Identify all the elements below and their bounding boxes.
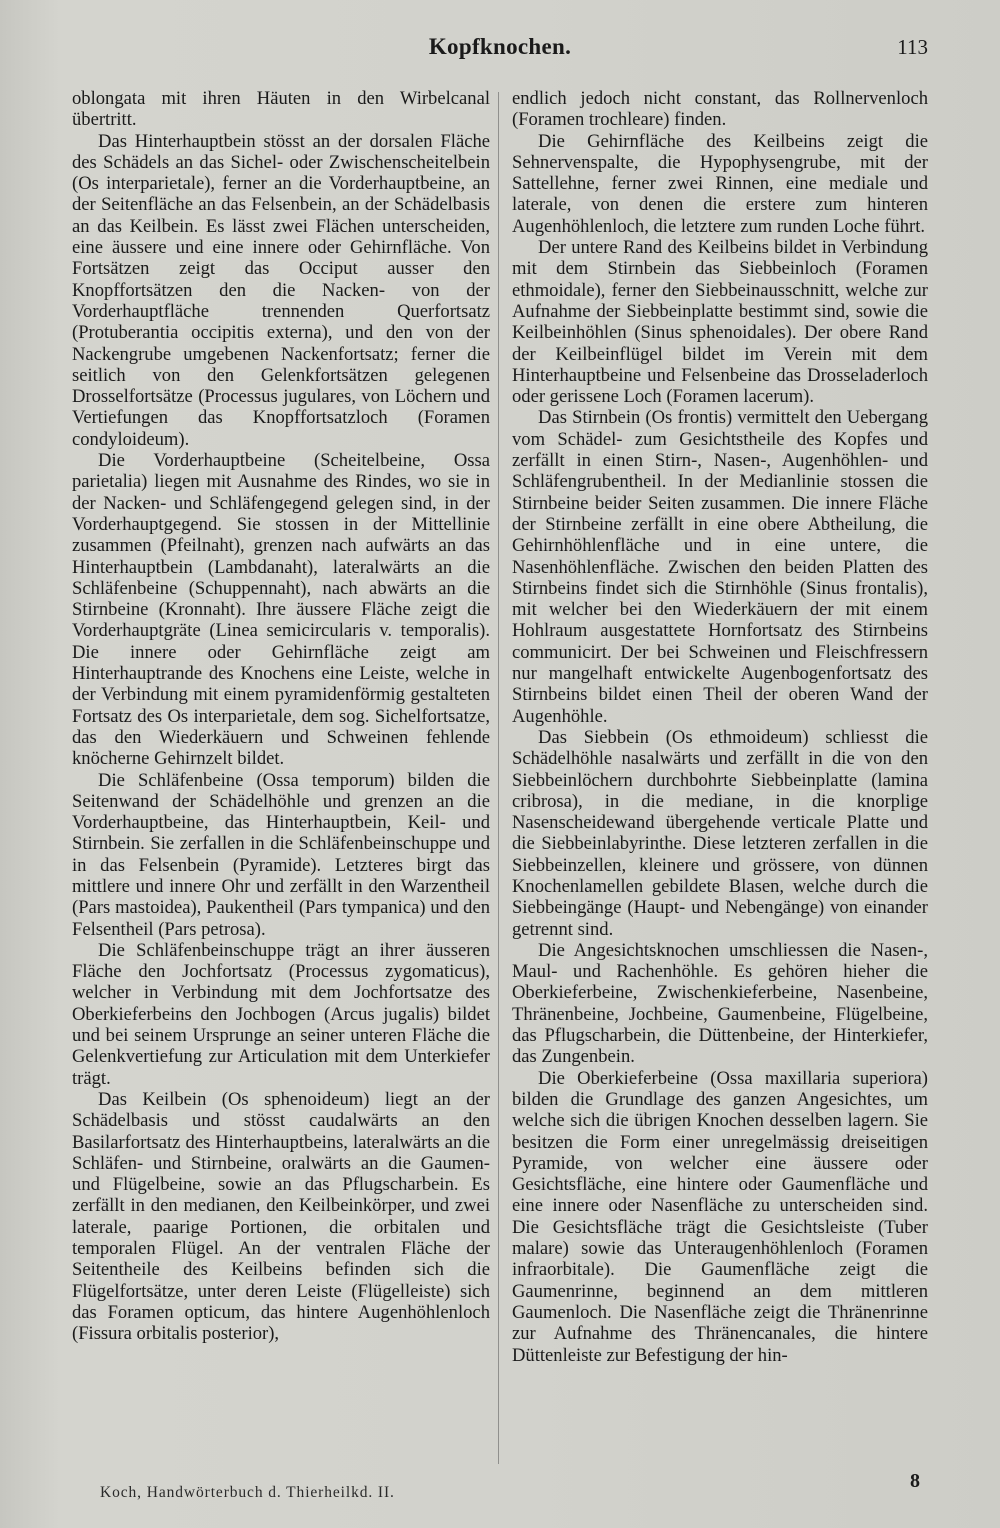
paragraph: endlich jedoch nicht constant, das Rollnervenloch (Foramen trochleare) finden. bbox=[512, 88, 928, 131]
paragraph: Der untere Rand des Keilbeins bildet in Verbindung mit dem Stirnbein das Siebbeinloch (Foramen ethmoidale), ferner den Siebbeinausschnitt, welche zur Aufnahme der Siebbeinplatte bestimmt sind, sowie die Keilbeinhöhlen (Sinus sphenoidales). Der obere Rand der Keilbeinflügel bildet im Verein mit dem Hinterhauptbeine und Felsenbeine das Drosseladerloch oder gerissene Loch (Foramen lacerum). bbox=[512, 237, 928, 408]
column-divider bbox=[498, 92, 499, 1464]
paragraph: Die Schläfenbeine (Ossa temporum) bilden die Seitenwand der Schädelhöhle und grenzen an die Vorderhauptbeine, das Hinterhauptbein, Keil- und Stirnbein. Sie zerfallen in die Schläfenbeinschuppe und in das Felsenbein (Pyramide). Letzteres birgt das mittlere und innere Ohr und zerfällt in den Warzentheil (Pars mastoidea), Paukentheil (Pars tympanica) und den Felsentheil (Pars petrosa). bbox=[72, 769, 490, 940]
footer-citation: Koch, Handwörterbuch d. Thierheilkd. II. bbox=[100, 1484, 395, 1501]
signature-mark: 8 bbox=[910, 1470, 920, 1492]
paragraph: Das Keilbein (Os sphenoideum) liegt an der Schädelbasis und stösst caudalwärts an den Basilarfortsatz des Hinterhauptbeins, lateralwärts an die Schläfen- und Stirnbeine, oralwärts an die Gaumen- und Flügelbeine, sowie an das Pflugscharbein. Es zerfällt in den medianen, den Keilbeinkörper, und zwei laterale, paarige Portionen, die orbitalen und temporalen Flügel. An der ventralen Fläche der Seitentheile des Keilbeins befinden sich die Flügelfortsätze, unter deren Leiste (Flügelleiste) sich das Foramen opticum, das hintere Augenhöhlenloch (Fissura orbitalis posterior), bbox=[72, 1088, 490, 1345]
page-number: 113 bbox=[897, 35, 928, 59]
left-column bbox=[72, 88, 490, 1473]
paragraph: Das Stirnbein (Os frontis) vermittelt den Uebergang vom Schädel- zum Gesichtstheile des Kopfes und zerfällt in einen Stirn-, Nasen-, Augenhöhlen- und Schläfengrubentheil. In der Medianlinie stossen die Stirnbeine beider Seiten zusammen. Die innere Fläche der Stirnbeine zerfällt in eine obere Abtheilung, die Gehirnhöhlenfläche und in eine untere, die Nasenhöhlenfläche. Zwischen den beiden Platten des Stirnbeins findet sich die Stirnhöhle (Sinus frontalis), mit welcher bei den Wiederkäuern der mit einem Hohlraum ausgestattete Hornfortsatz des Stirnbeins communicirt. Der bei Schweinen und Fleischfressern nur mangelhaft entwickelte Augenbogenfortsatz des Stirnbeins bildet einen Theil der oberen Wand der Augenhöhle. bbox=[512, 407, 928, 727]
paragraph: Das Siebbein (Os ethmoideum) schliesst die Schädelhöhle nasalwärts und zerfällt in die von den Siebbeinlöchern durchbohrte Siebbeinplatte (lamina cribrosa), in die mediane, in die knorplige Nasenscheidewand übergehende verticale Platte und die Siebbeinlabyrinthe. Diese letzteren zerfallen in die Siebbeinzellen, kleinere und grössere, von dünnen Knochenlamellen gebildete Blasen, welche durch die Siebbeingänge (Haupt- und Nebengänge) von einander getrennt sind. bbox=[512, 726, 928, 940]
paragraph: Die Schläfenbeinschuppe trägt an ihrer äusseren Fläche den Jochfortsatz (Processus zygomaticus), welcher in Verbindung mit dem Jochfortsatze des Oberkieferbeins den Jochbogen (Arcus jugalis) bildet und bei seinem Ursprunge an seiner unteren Fläche die Gelenkvertiefung zur Articulation mit dem Unterkiefer trägt. bbox=[72, 939, 490, 1089]
paragraph: Die Angesichtsknochen umschliessen die Nasen-, Maul- und Rachenhöhle. Es gehören hieher die Oberkieferbeine, Zwischenkieferbeine, Nasenbeine, Thränenbeine, Jochbeine, Gaumenbeine, Flügelbeine, das Pflugscharbein, die Düttenbeine, der Hinterkiefer, das Zungenbein. bbox=[512, 939, 928, 1068]
running-header-title: Kopfknochen. bbox=[428, 34, 572, 59]
right-column bbox=[512, 88, 928, 1473]
paragraph: Die Vorderhauptbeine (Scheitelbeine, Ossa parietalia) liegen mit Ausnahme des Rindes, wo sie in der Nacken- und Schläfengegend gelegen sind, in der Vorderhauptgegend. Sie stossen in der Mittellinie zusammen (Pfeilnaht), grenzen nach aufwärts an das Hinterhauptbein (Lambdanaht), lateralwärts an die Schläfenbeine (Schuppennaht), nach abwärts an die Stirnbeine (Kronnaht). Ihre äussere Fläche zeigt die Vorderhauptgräte (Linea semicircularis v. temporalis). Die innere oder Gehirnfläche zeigt am Hinterhauptrande des Knochens eine Leiste, welche in der Verbindung mit einem pyramidenförmig gestalteten Fortsatz des Os interparietale, dem sog. Sichelfortsatze, das den Wiederkäuern und Schweinen fehlende knöcherne Gehirnzelt bildet. bbox=[72, 450, 490, 770]
paragraph: Die Gehirnfläche des Keilbeins zeigt die Sehnervenspalte, die Hypophysengrube, mit der Sattellehne, ferner zwei Rinnen, eine mediale und laterale, von denen die erstere zum hinteren Augenhöhlenloch, die letztere zum runden Loche führt. bbox=[512, 130, 928, 237]
paragraph: oblongata mit ihren Häuten in den Wirbelcanal übertritt. bbox=[72, 88, 490, 131]
paragraph: Die Oberkieferbeine (Ossa maxillaria superiora) bilden die Grundlage des ganzen Angesichtes, um welche sich die übrigen Knochen desselben lagern. Sie besitzen die Form einer unregelmässig dreiseitigen Pyramide, von welcher eine äussere oder Gesichtsfläche, eine hintere oder Gaumenfläche und eine innere oder Nasenfläche zu unterscheiden sind. Die Gesichtsfläche trägt die Gesichtsleiste (Tuber malare) sowie das Unteraugenhöhlenloch (Foramen infraorbitale). Die Gaumenfläche zeigt die Gaumenrinne, beginnend an dem mittleren Gaumenloch. Die Nasenfläche zeigt die Thränenrinne zur Aufnahme des Thränencanales, die hintere Düttenleiste zur Befestigung der hin- bbox=[512, 1067, 928, 1366]
paragraph: Das Hinterhauptbein stösst an der dorsalen Fläche des Schädels an das Sichel- oder Zwischenscheitelbein (Os interparietale), ferner an die Vorderhauptbeine, an der Seitenfläche an das Felsenbein, an der Schädelbasis an das Keilbein. Es lässt zwei Flächen unterscheiden, eine äussere und eine innere oder Gehirnfläche. Von Fortsätzen zeigt das Occiput ausser den Knopffortsätzen den die Nacken- von der Vorderhauptfläche trennenden Querfortsatz (Protuberantia occipitis externa), und den von der Nackengrube umgebenen Nackenfortsatz; ferner die seitlich von den Gelenkfortsätzen gelegenen Drosselfortsätze (Processus jugulares, von Löchern und Vertiefungen das Knopffortsatzloch (Foramen condyloideum). bbox=[72, 130, 490, 450]
